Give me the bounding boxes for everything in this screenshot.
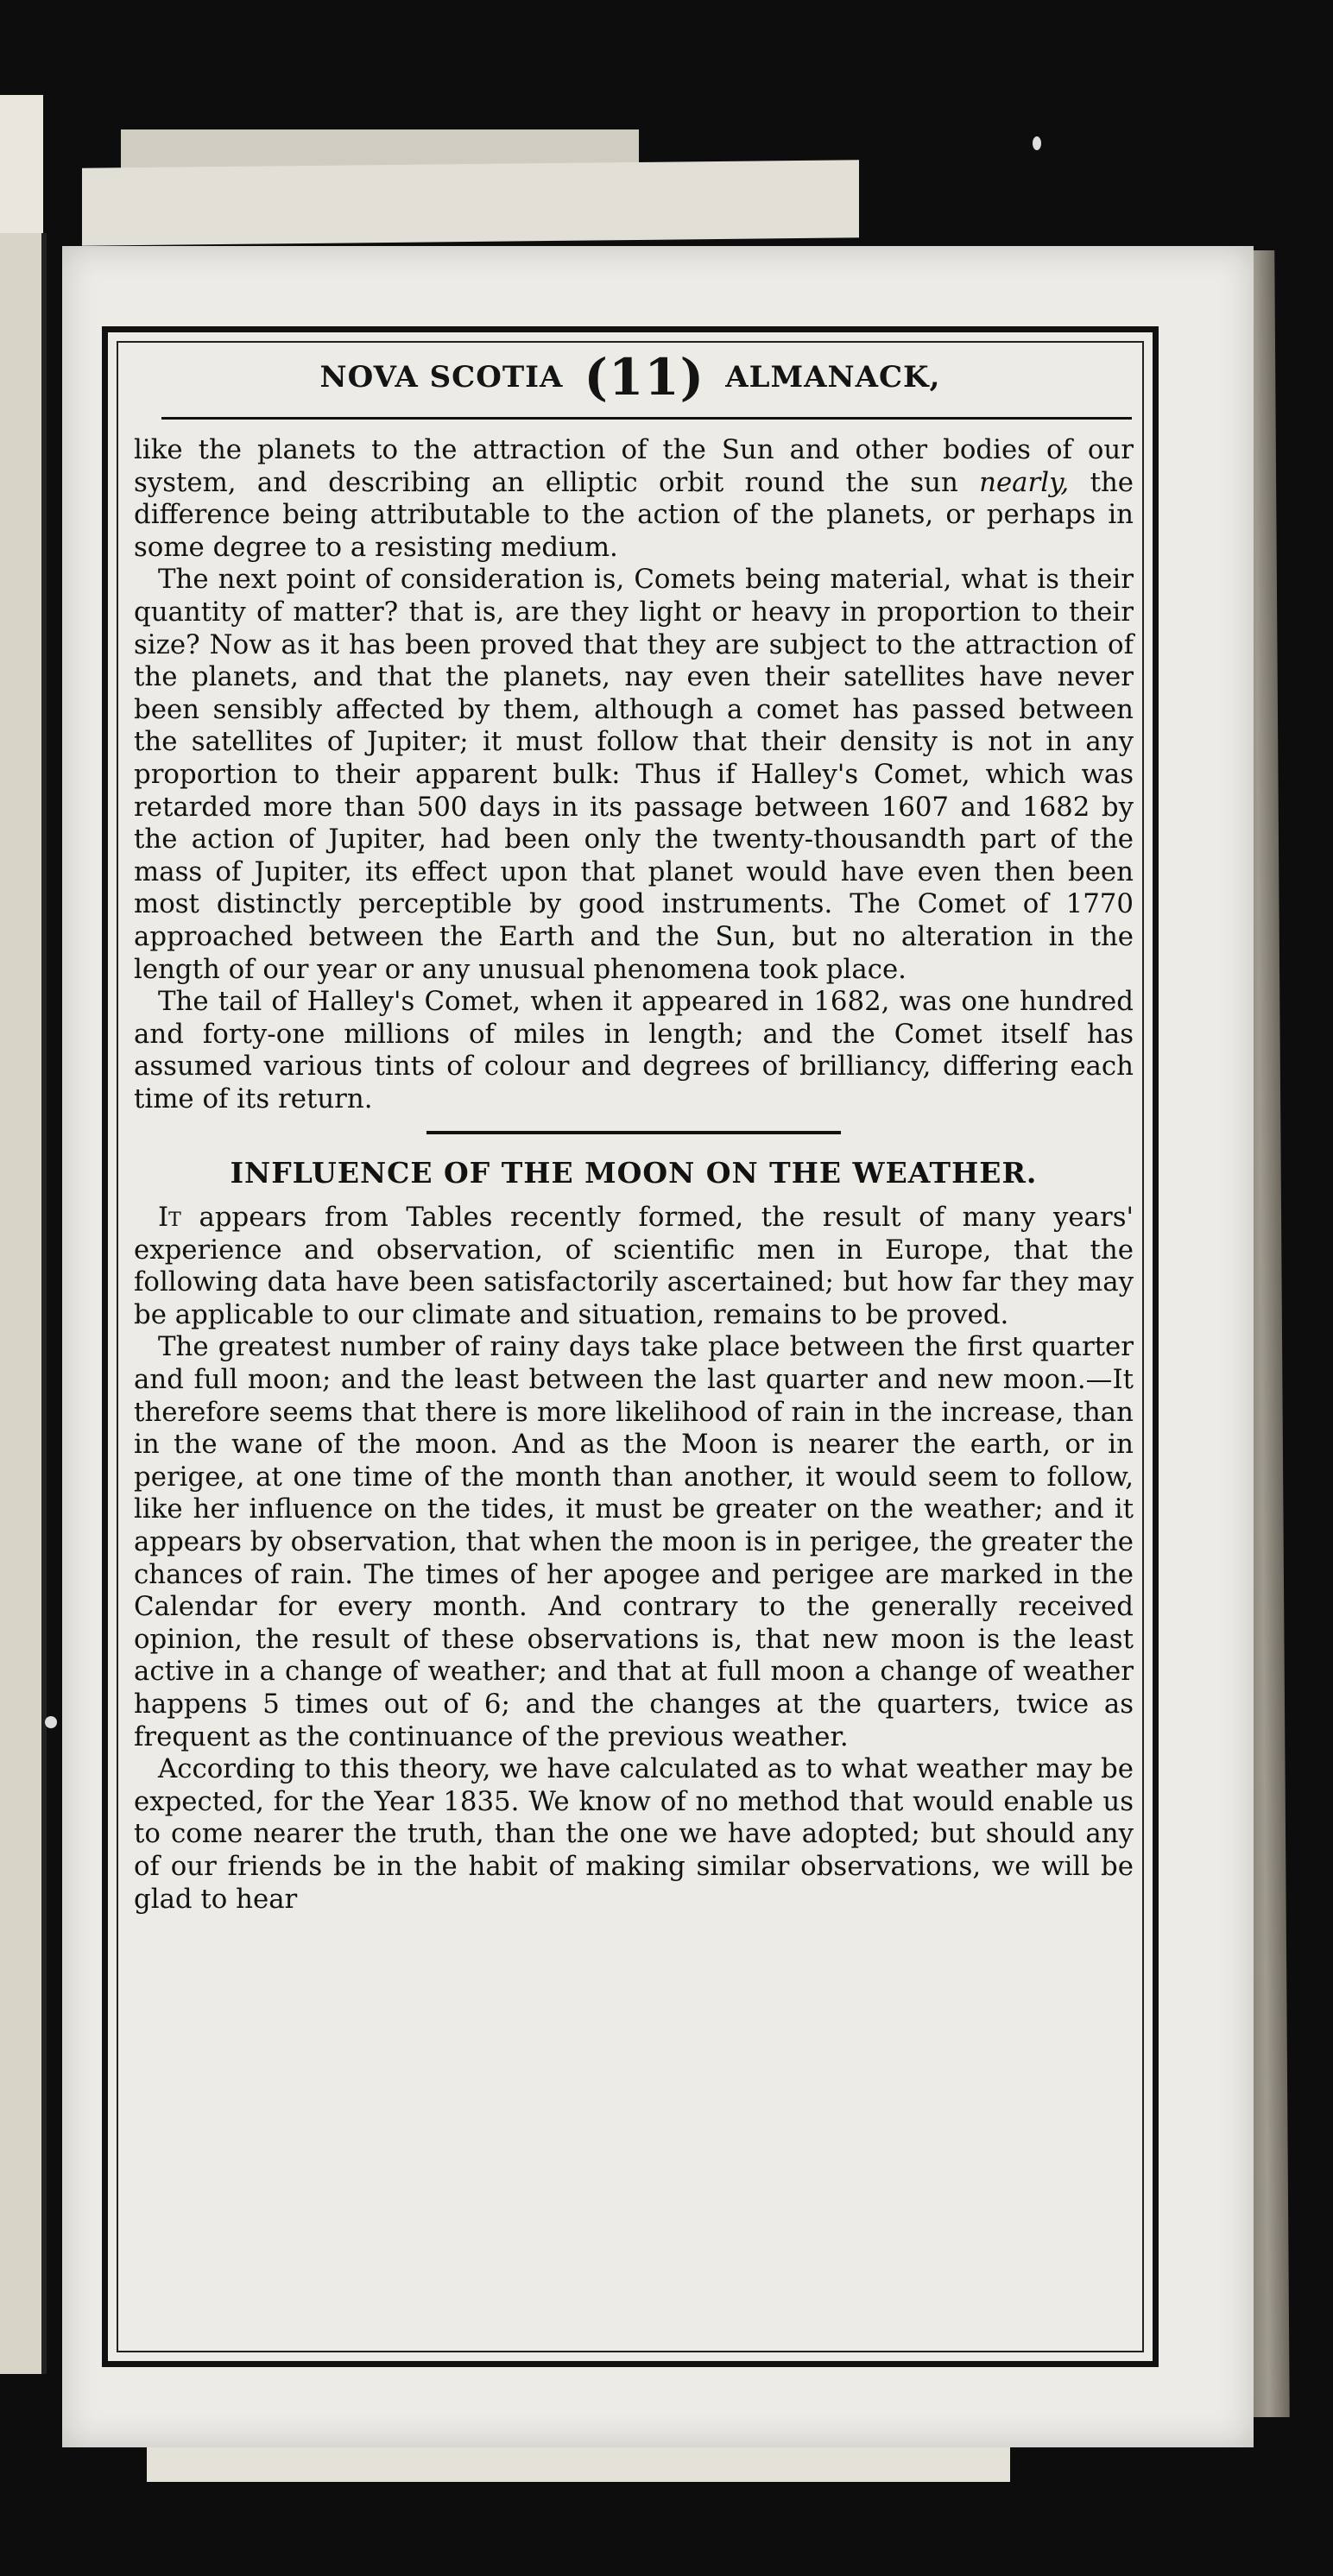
- header-left: NOVA SCOTIA: [319, 360, 564, 395]
- book-edge-left: [0, 233, 47, 2374]
- scan-speck: [45, 1716, 57, 1728]
- scan-speck: [1033, 136, 1041, 150]
- lead-word: It: [158, 1202, 181, 1234]
- header-right: ALMANACK,: [725, 360, 941, 395]
- section-heading: INFLUENCE OF THE MOON ON THE WEATHER.: [230, 1156, 1038, 1190]
- book-edge-top: [0, 95, 43, 242]
- page-frame: [102, 326, 1159, 2367]
- paragraph-1: like the planets to the attraction of the Sun and other bodies of our system, and describing an elliptic orbit round the sun nearly, the difference being attributable to the action of the planets, or perhaps in some degree to a resisting medium.: [134, 434, 1134, 563]
- paragraph-2: The next point of consideration is, Comets being material, what is their quantity of matter? that is, are they light or heavy in proportion to their size? Now as it has been proved that they are subject to the attraction of the planets, and that the planets, nay even their satellites have never been sensibly affected by them, although a comet has passed between the satellites of Jupiter; it must follow that their density is not in any proportion to their apparent bulk: Thus if Halley's Comet, which was retarded more than 500 days in its passage between 1607 and 1682 by the action of Jupiter, had been only the twenty-thousandth part of the mass of Jupiter, its effect upon that planet would have even then been most distinctly perceptible by good instruments. The Comet of 1770 approached between the Earth and the Sun, but no alteration in the length of our year or any unusual phenomena took place.: [134, 564, 1134, 985]
- section-separator: [426, 1131, 841, 1134]
- page-number: (11): [584, 348, 705, 407]
- body-text: [134, 434, 1134, 1916]
- paragraph-4: It appears from Tables recently formed, the result of many years' experience and observation, of scientific men in Europe, that the following data have been satisfactorily ascertained; but how far they may be applicable to our climate and situation, remains to be proved.: [134, 1202, 1134, 1330]
- running-header: [108, 348, 1153, 426]
- paragraph-6: According to this theory, we have calculated as to what weather may be expected, for the Year 1835. We know of no method that would enable us to come nearer the truth, than the one we have adopted; but should any of our friends be in the habit of making similar observations, we will be glad to hear: [134, 1753, 1134, 1915]
- header-rule: [161, 417, 1132, 420]
- paragraph-3: The tail of Halley's Comet, when it appeared in 1682, was one hundred and forty-one millions of miles in length; and the Comet itself has assumed various tints of colour and degrees of brilliancy, differing each time of its return.: [134, 986, 1134, 1114]
- paragraph-5: The greatest number of rainy days take place between the first quarter and full moon; and the least between the last quarter and new moon.—It therefore seems that there is more likelihood of rain in the increase, than in the wane of the moon. And as the Moon is nearer the earth, or in perigee, at one time of the month than another, it would seem to follow, like her influence on the tides, it must be greater on the weather; and it appears by observation, that when the moon is in perigee, the greater the chances of rain. The times of her apogee and perigee are marked in the Calendar for every month. And contrary to the generally received opinion, the result of these observations is, that new moon is the least active in a change of weather; and that at full moon a change of weather happens 5 times out of 6; and the changes at the quarters, twice as frequent as the continuance of the previous weather.: [134, 1331, 1134, 1752]
- paper-slip-top: [82, 160, 859, 245]
- italic-nearly: nearly,: [979, 466, 1070, 498]
